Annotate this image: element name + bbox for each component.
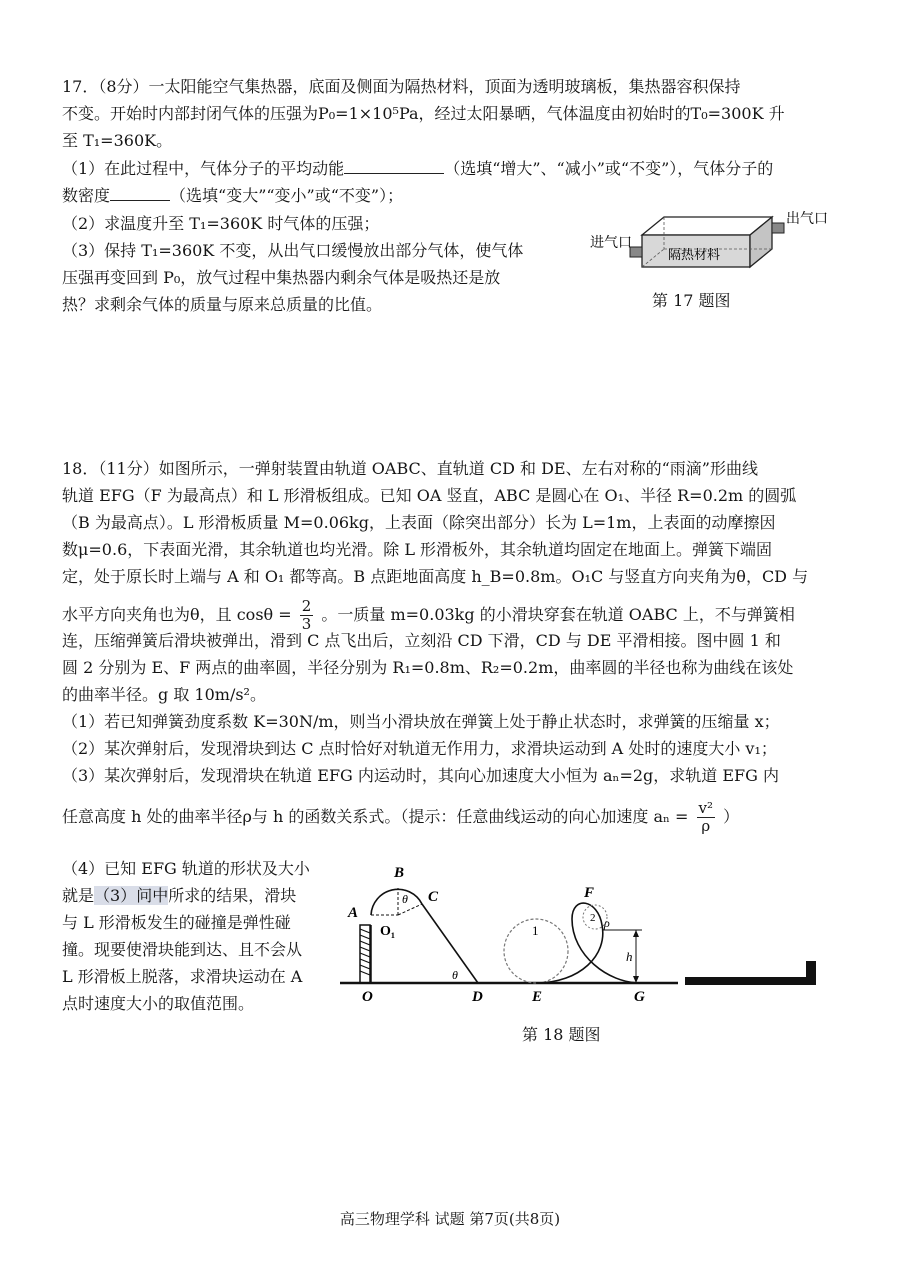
q18-part3-line-1: （3）某次弹射后，发现滑块在轨道 EFG 内运动时，其向心加速度大小恒为 aₙ=2g，求轨道 EFG 内 — [62, 766, 780, 785]
q18-line-4: 数μ=0.6，下表面光滑，其余轨道也均光滑。除 L 形滑板外，其余轨道均固定在地面上。弹簧下端固 — [62, 540, 773, 559]
q18-line-9: 的曲率半径。g 取 10m/s²。 — [62, 685, 266, 704]
q17-line-4 — [62, 158, 773, 180]
label-E: E — [532, 989, 543, 1005]
q18-line-1: 18．（11分）如图所示，一弹射装置由轨道 OABC、直轨道 CD 和 DE、左右对称的“雨滴”形曲线 — [62, 459, 758, 478]
insulation-label: 隔热材料 — [668, 247, 721, 262]
q18-figure-track — [340, 855, 830, 1015]
highlighted-reference: （3）问中 — [94, 886, 169, 905]
q18-part4-line-5: L 形滑板上脱落，求滑块运动在 A — [62, 967, 303, 986]
label-O1: O₁ — [380, 924, 396, 939]
q18-part4-line-4: 撞。现要使滑块能到达、且不会从 — [62, 940, 303, 959]
label-circle-1: 1 — [532, 923, 539, 938]
cos-numerator: 2 — [301, 597, 312, 615]
answer-blank-2[interactable] — [110, 185, 170, 201]
q18-part4-line-3: 与 L 形滑板发生的碰撞是弹性碰 — [62, 913, 291, 932]
q18-line-8: 圆 2 分别为 E、F 两点的曲率圆，半径分别为 R₁=0.8m、R₂=0.2m，曲率圆的半径也称为曲线在该处 — [62, 658, 794, 677]
q18-part4-line-2 — [62, 885, 296, 907]
q18-part1: （1）若已知弹簧劲度系数 K=30N/m，则当小滑块放在弹簧上处于静止状态时，求弹簧的压缩量 x； — [62, 712, 780, 731]
q18-line-3: （B 为最高点）。L 形滑板质量 M=0.06kg，上表面（除突出部分）长为 L=1m，上表面的动摩擦因 — [62, 513, 776, 532]
label-circle-2: 2 — [590, 912, 596, 924]
an-denominator: ρ — [701, 817, 711, 835]
q17-line-9: 热？求剩余气体的质量与原来总质量的比值。 — [62, 295, 383, 314]
inlet-label: 进气口 — [590, 236, 632, 251]
q18-figure-caption: 第 18 题图 — [522, 1025, 601, 1044]
label-A: A — [348, 905, 359, 921]
label-theta-ground: θ — [452, 968, 458, 982]
l-slider-stop — [806, 961, 816, 985]
q17-figure-caption: 第 17 题图 — [652, 291, 731, 310]
label-G: G — [634, 989, 645, 1005]
q18-part2: （2）某次弹射后，发现滑块到达 C 点时恰好对轨道无作用力，求滑块运动到 A 处时的速度大小 v₁； — [62, 739, 777, 758]
cos-denominator: 3 — [301, 615, 312, 633]
label-B: B — [394, 865, 405, 881]
cos-text-after: 。一质量 m=0.03kg 的小滑块穿套在轨道 OABC 上，不与弹簧相 — [321, 605, 795, 624]
q18-line-6 — [62, 598, 795, 633]
q18-part3-close: ） — [723, 807, 740, 826]
q17-part1-text-a: （1）在此过程中，气体分子的平均动能 — [62, 159, 345, 178]
cos-text: 水平方向夹角也为θ，且 cosθ = — [62, 605, 292, 624]
label-rho: ρ — [604, 916, 610, 930]
label-D: D — [472, 989, 483, 1005]
q17-part1-text-d: （选填“变大”“变小”或“不变”）； — [170, 186, 404, 205]
an-fraction — [697, 800, 716, 835]
arc-ABC — [371, 889, 422, 915]
label-theta-arc: θ — [402, 892, 408, 906]
label-O: O — [362, 989, 373, 1005]
q18-part4-text-a: 就是 — [62, 886, 95, 905]
q17-part1-text-c: 数密度 — [62, 186, 111, 205]
outlet-label: 出气口 — [786, 212, 828, 227]
track-CD — [422, 904, 478, 983]
q18-part4-line-1: （4）已知 EFG 轨道的形状及大小 — [62, 859, 310, 878]
q18-part3-text: 任意高度 h 处的曲率半径ρ与 h 的函数关系式。（提示：任意曲线运动的向心加速度 aₙ = — [62, 807, 689, 826]
q17-figure-collector — [590, 205, 840, 280]
cos-fraction — [300, 598, 314, 633]
label-h: h — [626, 949, 633, 964]
track-EFG — [536, 903, 640, 983]
outlet-pipe — [772, 223, 784, 233]
an-numerator: v² — [698, 799, 713, 817]
q18-part4-line-6: 点时速度大小的取值范围。 — [62, 994, 255, 1013]
q18-line-5: 定，处于原长时上端与 A 和 O₁ 都等高。B 点距地面高度 h_B=0.8m。O₁C 与竖直方向夹角为θ，CD 与 — [62, 567, 809, 586]
page-footer: 高三物理学科 试题 第7页(共8页) — [339, 1210, 561, 1228]
q18-part3-line-2 — [62, 800, 739, 835]
q18-line-2: 轨道 EFG（F 为最高点）和 L 形滑板组成。已知 OA 竖直，ABC 是圆心在 O₁、半径 R=0.2m 的圆弧 — [62, 486, 797, 505]
q17-line-7: （3）保持 T₁=360K 不变，从出气口缓慢放出部分气体，使气体 — [62, 241, 524, 260]
q17-line-6: （2）求温度升至 T₁=360K 时气体的压强； — [62, 214, 380, 233]
q17-line-3: 至 T₁=360K。 — [62, 131, 173, 150]
q17-line-2: 不变。开始时内部封闭气体的压强为P₀=1×10⁵Pa，经过太阳暴晒，气体温度由初始时的T₀=300K 升 — [62, 104, 785, 123]
answer-blank-1[interactable] — [344, 158, 444, 174]
label-C: C — [428, 889, 439, 905]
label-F: F — [584, 885, 595, 901]
q17-line-5 — [62, 185, 403, 207]
q18-part4-text-b: 所求的结果，滑块 — [168, 886, 297, 905]
q17-line-8: 压强再变回到 P₀，放气过程中集热器内剩余气体是吸热还是放 — [62, 268, 501, 287]
l-slider-plate — [685, 977, 813, 985]
q17-line-1: 17．（8分）一太阳能空气集热器，底面及侧面为隔热材料，顶面为透明玻璃板，集热器容积保持 — [62, 77, 741, 96]
q17-part1-text-b: （选填“增大”、“减小”或“不变”），气体分子的 — [444, 159, 774, 178]
q18-line-7: 连，压缩弹簧后滑块被弹出，滑到 C 点飞出后，立刻沿 CD 下滑，CD 与 DE 平滑相接。图中圆 1 和 — [62, 631, 781, 650]
